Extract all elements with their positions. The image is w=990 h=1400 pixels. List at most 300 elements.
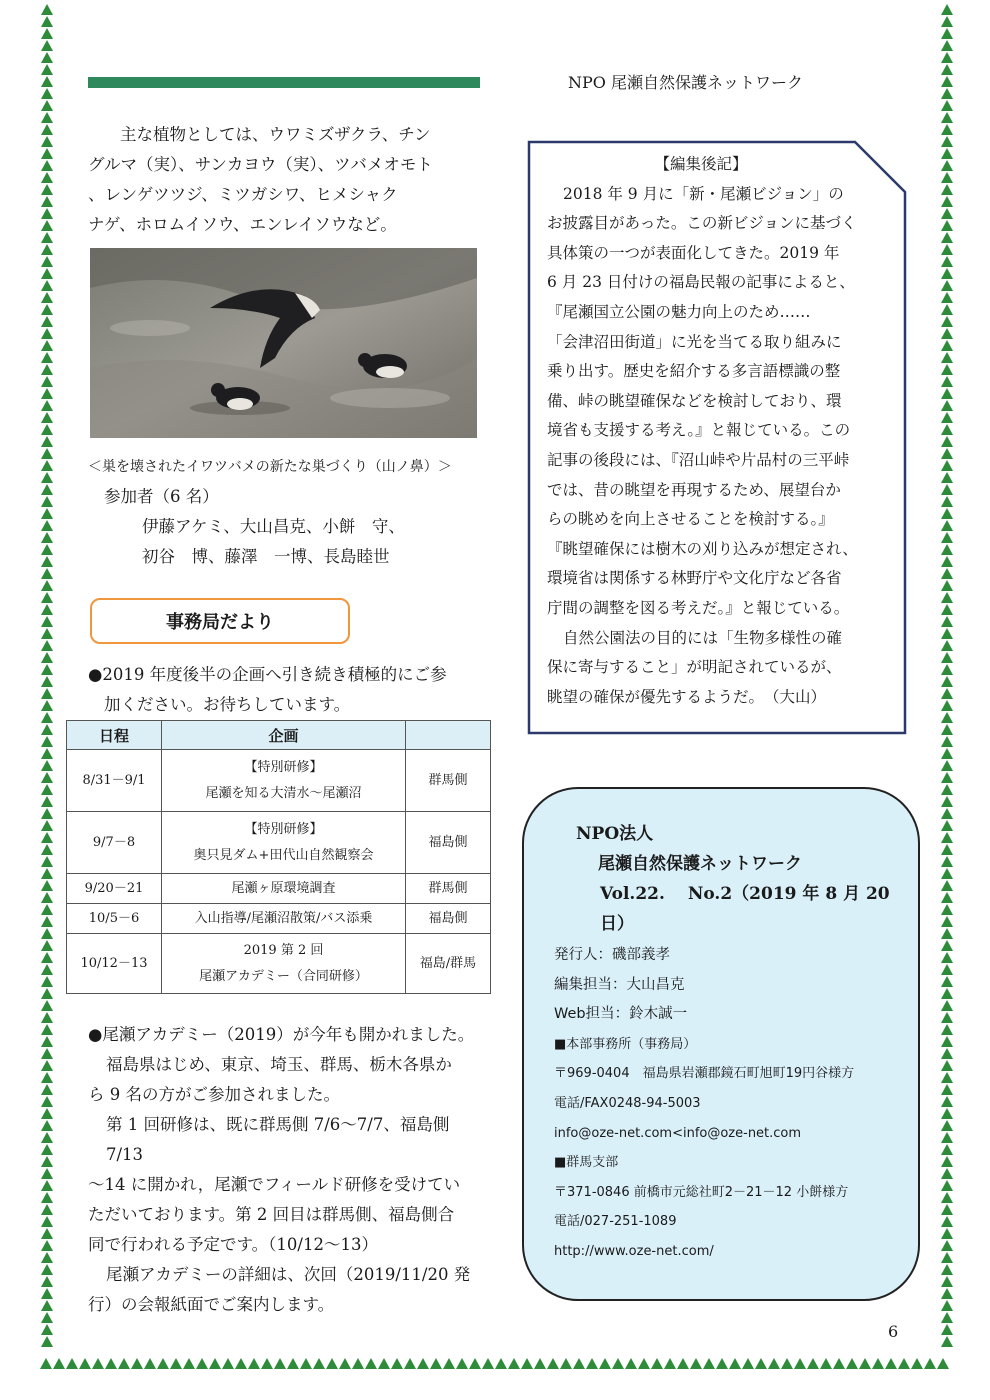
border-triangle [941,1264,953,1275]
border-triangle [456,1358,468,1369]
border-triangle [941,376,953,387]
border-triangle [482,1358,494,1369]
border-triangle [941,28,953,39]
border-triangle [941,220,953,231]
border-triangle [911,1358,923,1369]
border-triangle [41,544,53,555]
border-triangle [941,616,953,627]
border-triangle [41,196,53,207]
border-triangle [586,1358,598,1369]
border-triangle [941,712,953,723]
border-triangle [941,364,953,375]
border-triangle [41,1228,53,1239]
border-triangle [41,1276,53,1287]
border-triangle [41,988,53,999]
border-triangle [430,1358,442,1369]
border-triangle [638,1358,650,1369]
border-triangle [677,1358,689,1369]
border-triangle [235,1358,247,1369]
border-triangle [941,40,953,51]
schedule-table [66,720,491,994]
plan-paragraph: ●2019 年度後半の企画へ引き続き積極的にご参 加ください。お待ちしています。 [88,665,447,714]
border-triangle [41,388,53,399]
table-row [67,750,491,812]
border-triangle [41,1132,53,1143]
border-triangle [941,280,953,291]
border-triangle [941,412,953,423]
border-triangle [41,508,53,519]
border-triangle [79,1358,91,1369]
border-triangle [41,268,53,279]
border-triangle [41,136,53,147]
row-plan: 【特別研修】 奥只見ダム+田代山自然観察会 [162,812,406,874]
border-triangle [41,1204,53,1215]
row-date: 9/20－21 [67,874,162,904]
border-triangle [41,868,53,879]
border-triangle [41,88,53,99]
border-triangle [41,328,53,339]
table-row [67,874,491,904]
border-triangle [941,1156,953,1167]
hq-address: 〒969-0404 福島県岩瀬郡鏡石町旭町19円谷様方 [554,1066,855,1082]
border-triangle [41,760,53,771]
border-triangle [612,1358,624,1369]
border-triangle [534,1358,546,1369]
header-org-name: NPO 尾瀬自然保護ネットワーク [568,73,803,92]
border-triangle [941,400,953,411]
border-triangle [41,64,53,75]
border-triangle [941,1072,953,1083]
table-row [67,934,491,994]
border-triangle [941,748,953,759]
border-triangle [41,160,53,171]
border-triangle [41,580,53,591]
border-triangle [41,484,53,495]
border-triangle [41,304,53,315]
row-side: 群馬側 [406,750,491,812]
border-triangle [170,1358,182,1369]
border-triangle [755,1358,767,1369]
header-plan: 企画 [162,721,406,750]
border-triangle [941,640,953,651]
border-triangle [183,1358,195,1369]
border-triangle [41,1024,53,1035]
border-triangle [41,1312,53,1323]
border-triangle [941,928,953,939]
border-triangle [941,256,953,267]
border-triangle [92,1358,104,1369]
border-triangle [41,592,53,603]
border-triangle [339,1358,351,1369]
border-triangle [41,532,53,543]
border-triangle [41,904,53,915]
border-triangle [41,892,53,903]
border-triangle [40,1358,52,1369]
border-triangle [41,856,53,867]
border-triangle [941,1000,953,1011]
border-triangle [41,424,53,435]
border-triangle [41,1216,53,1227]
border-triangle [41,40,53,51]
border-triangle [144,1358,156,1369]
border-triangle [41,712,53,723]
row-date: 9/7－8 [67,812,162,874]
border-triangle [941,652,953,663]
border-triangle [729,1358,741,1369]
border-triangle [560,1358,572,1369]
editor-note-box [527,140,907,735]
border-triangle [941,16,953,27]
border-triangle [41,676,53,687]
border-triangle [41,928,53,939]
border-triangle [41,1240,53,1251]
border-triangle [941,1312,953,1323]
border-triangle [41,520,53,531]
photo-caption: ＜巣を壊されたイワツバメの新たな巣づくり（山ノ鼻）＞ [88,459,452,475]
border-triangle [41,1192,53,1203]
border-triangle [941,136,953,147]
border-triangle [794,1358,806,1369]
row-side: 福島/群馬 [406,934,491,994]
plants-paragraph: 主な植物としては、ウワミズザクラ、チン グルマ（実）、サンカヨウ（実）、ツバメオモト 、レンゲツツジ、ミツガシワ、ヒメシャク ナゲ、ホロムイソウ、エンレイソウなど。 [88,125,433,234]
web-in-charge: Web担当：鈴木誠一 [554,1006,688,1023]
border-triangle [941,592,953,603]
academy-paragraph: ●尾瀬アカデミー（2019）が今年も開かれました。 福島県はじめ、東京、埼玉、群馬、栃木各県か ら 9 名の方がご参加されました。 第 1 回研修は、既に群馬側 7/6～7/7、福島側 7/13 ～14 に開かれ，尾瀬でフィールド研修を受けてい ただいております。第 2 回目は群馬側、福島側合 同で行われる予定です。（10/12～13） 尾瀬アカデミーの詳細は、次回（2019/11/20 発 行）の会報紙面でご案内します。 [88,1025,475,1314]
border-triangle [941,100,953,111]
header-date: 日程 [67,721,162,750]
border-triangle [391,1358,403,1369]
website-link[interactable]: http://www.oze-net.com/ [554,1243,714,1259]
border-triangle [941,88,953,99]
border-triangle [941,124,953,135]
border-triangle [41,1168,53,1179]
border-triangle [41,640,53,651]
border-triangle [599,1358,611,1369]
swallow-photo [90,248,477,438]
border-triangle [41,280,53,291]
border-triangle [41,1096,53,1107]
border-triangle [365,1358,377,1369]
border-triangle [941,664,953,675]
border-triangle [941,700,953,711]
border-triangle [41,976,53,987]
border-triangle [41,628,53,639]
page-number: 6 [888,1322,899,1341]
border-triangle [41,616,53,627]
border-triangle [287,1358,299,1369]
gunma-phone: 電話/027-251-1089 [554,1214,677,1230]
border-triangle [941,520,953,531]
border-triangle [41,568,53,579]
border-triangle [443,1358,455,1369]
border-triangle [941,4,953,15]
border-triangle [941,1024,953,1035]
border-triangle [941,1228,953,1239]
border-triangle [941,484,953,495]
participants-title: 参加者（6 名） [104,487,219,506]
left-border-decoration [40,4,54,1370]
right-border-decoration [940,4,954,1370]
office-news-heading: 事務局だより [90,598,350,644]
border-triangle [941,580,953,591]
border-triangle [941,52,953,63]
border-triangle [41,604,53,615]
border-triangle [807,1358,819,1369]
border-triangle [41,124,53,135]
border-triangle [941,808,953,819]
border-triangle [941,148,953,159]
border-triangle [41,436,53,447]
border-triangle [41,28,53,39]
border-triangle [859,1358,871,1369]
border-triangle [326,1358,338,1369]
border-triangle [941,988,953,999]
border-triangle [941,964,953,975]
border-triangle [941,1120,953,1131]
gunma-address: 〒371-0846 前橋市元総社町2－21－12 小餅様方 [554,1184,849,1200]
border-triangle [941,172,953,183]
hq-phone: 電話/FAX0248-94-5003 [554,1095,701,1111]
border-triangle [941,424,953,435]
border-triangle [941,1300,953,1311]
border-triangle [941,556,953,567]
email-link[interactable]: info@oze-net.com<info@oze-net.com [554,1125,802,1141]
border-triangle [41,664,53,675]
border-triangle [941,388,953,399]
row-side: 群馬側 [406,874,491,904]
border-triangle [941,1276,953,1287]
border-triangle [41,796,53,807]
border-triangle [41,1048,53,1059]
border-triangle [547,1358,559,1369]
border-triangle [495,1358,507,1369]
border-triangle [941,1240,953,1251]
border-triangle [941,784,953,795]
border-triangle [41,556,53,567]
border-triangle [941,1216,953,1227]
border-triangle [941,868,953,879]
border-triangle [768,1358,780,1369]
border-triangle [924,1358,936,1369]
border-triangle [941,352,953,363]
border-triangle [41,1036,53,1047]
row-plan: 2019 第 2 回 尾瀬アカデミー（合同研修） [162,934,406,994]
border-triangle [846,1358,858,1369]
border-triangle [820,1358,832,1369]
publication-title: NPO法人 尾瀬自然保護ネットワーク Vol.22. No.2（2019 年 8 月 20 日） [576,824,890,934]
border-triangle [41,1288,53,1299]
border-triangle [41,724,53,735]
border-triangle [157,1358,169,1369]
border-triangle [742,1358,754,1369]
border-triangle [941,940,953,951]
editor-note-text: 【編集後記】 2018 年 9 月に「新・尾瀬ビジョン」の お披露目があった。この新ビジョンに基づく 具体策の一つが表面化してきた。2019 年 6 月 23 日付けの福島民報の記事によると、 『尾瀬国立公園の魅力向上のため…… 「会津沼田街道」に光を当てる取り組みに 乗り出す。歴史を紹介する多言語標識の整 備、峠の眺望確保などを検討しており、環 境省も支援する考え。』と報じている。この 記事の後段には、『沼山峠や片品村の三平峠 では、昔の眺望を再現するため、展望台か らの眺めを向上させることを検討する。』 『眺望確保には樹木の刈り込みが想定され、 環境省は関係する林野庁や文化庁など各省 庁間の調整を図る考えだ。』と報じている。 自然公園法の目的には「生物多様性の確 保に寄与すること」が明記されているが、 眺望の確保が優先するようだ。 （大山） [547,150,899,712]
border-triangle [274,1358,286,1369]
border-triangle [222,1358,234,1369]
border-triangle [941,1108,953,1119]
border-triangle [941,472,953,483]
border-triangle [261,1358,273,1369]
row-date: 8/31－9/1 [67,750,162,812]
border-triangle [417,1358,429,1369]
border-triangle [404,1358,416,1369]
border-triangle [941,340,953,351]
border-triangle [41,700,53,711]
border-triangle [941,532,953,543]
border-triangle [941,112,953,123]
border-triangle [41,172,53,183]
border-triangle [41,448,53,459]
border-triangle [941,304,953,315]
editor-in-charge: 編集担当：大山昌克 [554,976,685,993]
border-triangle [378,1358,390,1369]
border-triangle [941,1144,953,1155]
border-triangle [41,832,53,843]
border-triangle [41,916,53,927]
border-triangle [41,184,53,195]
border-triangle [941,196,953,207]
border-triangle [41,1144,53,1155]
border-triangle [941,796,953,807]
border-triangle [41,964,53,975]
border-triangle [941,208,953,219]
table-header-row [67,721,491,750]
border-triangle [941,1336,953,1347]
border-triangle [716,1358,728,1369]
border-triangle [41,772,53,783]
border-triangle [41,1252,53,1263]
publication-details [554,941,854,1267]
border-triangle [941,628,953,639]
border-triangle [703,1358,715,1369]
border-triangle [937,1358,949,1369]
border-triangle [573,1358,585,1369]
border-triangle [941,820,953,831]
row-date: 10/5－6 [67,904,162,934]
border-triangle [41,340,53,351]
border-triangle [941,1288,953,1299]
border-triangle [41,256,53,267]
border-triangle [941,184,953,195]
header-green-bar [88,77,480,88]
border-triangle [41,352,53,363]
border-triangle [941,1252,953,1263]
border-triangle [41,232,53,243]
border-triangle [41,1336,53,1347]
border-triangle [41,1072,53,1083]
border-triangle [941,328,953,339]
gunma-title: ■群馬支部 [554,1155,619,1171]
border-triangle [941,892,953,903]
border-triangle [41,1156,53,1167]
border-triangle [41,880,53,891]
border-triangle [941,772,953,783]
border-triangle [898,1358,910,1369]
border-triangle [941,160,953,171]
border-triangle [41,1324,53,1335]
border-triangle [941,436,953,447]
border-triangle [41,316,53,327]
border-triangle [118,1358,130,1369]
border-triangle [941,844,953,855]
border-triangle [941,292,953,303]
bottom-border-decoration [40,1358,950,1370]
border-triangle [41,1264,53,1275]
border-triangle [41,820,53,831]
border-triangle [941,448,953,459]
participants-block [104,482,405,572]
border-triangle [300,1358,312,1369]
border-triangle [41,52,53,63]
border-triangle [941,1048,953,1059]
border-triangle [41,1108,53,1119]
border-triangle [41,400,53,411]
border-triangle [625,1358,637,1369]
border-triangle [781,1358,793,1369]
row-side: 福島側 [406,812,491,874]
border-triangle [941,232,953,243]
border-triangle [41,472,53,483]
border-triangle [872,1358,884,1369]
border-triangle [941,1036,953,1047]
border-triangle [833,1358,845,1369]
border-triangle [248,1358,260,1369]
border-triangle [941,832,953,843]
table-row [67,812,491,874]
border-triangle [508,1358,520,1369]
border-triangle [941,688,953,699]
border-triangle [313,1358,325,1369]
border-triangle [941,736,953,747]
border-triangle [41,808,53,819]
row-plan: 入山指導/尾瀬沼散策/バス添乗 [162,904,406,934]
border-triangle [941,76,953,87]
border-triangle [941,268,953,279]
border-triangle [41,784,53,795]
border-triangle [41,688,53,699]
border-triangle [41,1300,53,1311]
border-triangle [209,1358,221,1369]
border-triangle [41,112,53,123]
border-triangle [941,508,953,519]
border-triangle [41,652,53,663]
editor-note-title: 【編集後記】 [654,155,748,173]
border-triangle [66,1358,78,1369]
border-triangle [41,844,53,855]
border-triangle [196,1358,208,1369]
border-triangle [41,496,53,507]
border-triangle [941,244,953,255]
border-triangle [941,1204,953,1215]
border-triangle [941,916,953,927]
border-triangle [941,1096,953,1107]
border-triangle [941,568,953,579]
border-triangle [664,1358,676,1369]
border-triangle [521,1358,533,1369]
border-triangle [53,1358,65,1369]
border-triangle [941,676,953,687]
border-triangle [941,1132,953,1143]
border-triangle [41,244,53,255]
border-triangle [651,1358,663,1369]
header-side [406,721,491,750]
border-triangle [941,1084,953,1095]
border-triangle [941,604,953,615]
border-triangle [941,460,953,471]
border-triangle [41,460,53,471]
border-triangle [941,724,953,735]
border-triangle [941,1180,953,1191]
